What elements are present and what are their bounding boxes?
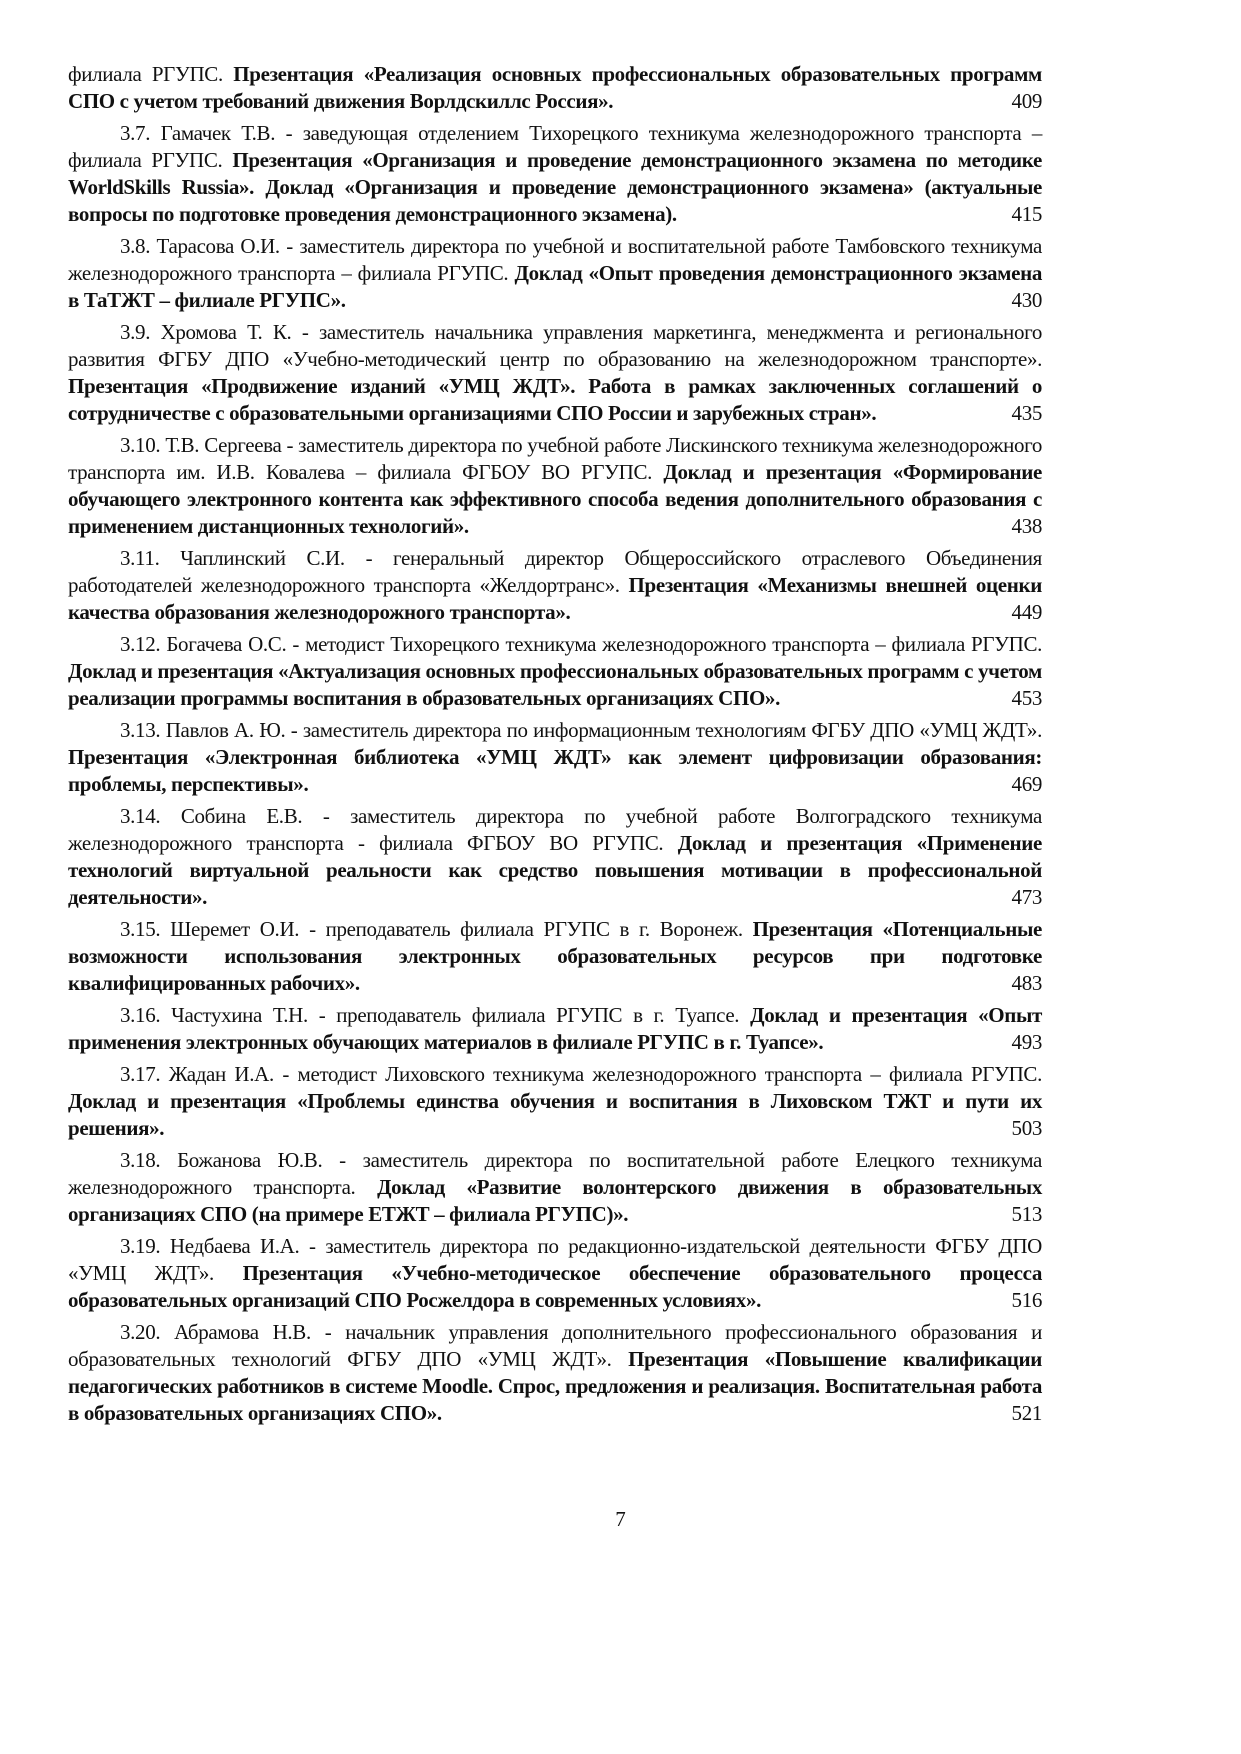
entry-page: 435 — [1004, 400, 1042, 427]
entry-title: Доклад «Развитие волонтерского движения в образовательных организациях СПО (на примере ЕТЖТ – филиала РГУПС)». — [68, 1175, 1043, 1226]
toc-entry — [68, 1002, 1042, 1056]
entry-author: Т.В. Сергеева - заместитель директора по учебной работе Лискинского техникума железнодорожного транспорта им. И.В. Ковалева – филиала ФГБОУ ВО РГУПС. — [68, 433, 1042, 484]
entry-title: Доклад и презентация «Применение технологий виртуальной реальности как средство повышения мотивации в профессиональной деятельности». — [68, 831, 1042, 909]
entry-title: Доклад и презентация «Формирование обучающего электронного контента как эффективного способа ведения дополнительного образования с применением дистанционных технологий». — [68, 460, 1042, 538]
entry-page: 483 — [1004, 970, 1042, 997]
entry-title: Доклад и презентация «Опыт применения электронных обучающих материалов в филиале РГУПС в г. Туапсе». — [68, 1003, 1042, 1054]
entry-title: Презентация «Повышение квалификации педагогических работников в системе Moodle. Спрос, предложения и реализация. Воспитательная работа в образовательных организациях СПО». — [68, 1347, 1042, 1425]
entry-page: 473 — [1004, 884, 1042, 911]
entry-page: 469 — [1004, 771, 1042, 798]
entry-title: Презентация «Реализация основных профессиональных образовательных программ СПО с учетом требований движения Ворлдскиллс Россия». — [68, 62, 1042, 113]
entry-author: Шеремет О.И. - преподаватель филиала РГУПС в г. Воронеж. — [160, 917, 753, 941]
toc-entry — [68, 1061, 1042, 1142]
entry-page: 453 — [1004, 685, 1042, 712]
entry-number: 3.20. — [120, 1320, 161, 1344]
table-of-contents — [68, 61, 1042, 1432]
page-number: 7 — [615, 1507, 626, 1531]
entry-title: Презентация «Организация и проведение демонстрационного экзамена по методике WorldSkills Russia». Доклад «Организация и проведение демонстрационного экзамена» (актуальные вопросы по подготовке проведения демонстрационного экзамена). — [68, 148, 1042, 226]
entry-number: 3.17. — [120, 1062, 161, 1086]
toc-entry — [68, 545, 1042, 626]
entry-page: 493 — [1004, 1029, 1042, 1056]
entry-author: Гамачек Т.В. - заведующая отделением Тихорецкого техникума железнодорожного транспорта – филиала РГУПС. — [68, 121, 1042, 172]
entry-number: 3.12. — [120, 632, 161, 656]
entry-author: Павлов А. Ю. - заместитель директора по информационным технологиям ФГБУ ДПО «УМЦ ЖДТ». — [160, 718, 1042, 742]
entry-number: 3.7. — [120, 121, 151, 145]
toc-entry — [68, 233, 1042, 314]
toc-entry — [68, 631, 1042, 712]
entry-title: Презентация «Электронная библиотека «УМЦ ЖДТ» как элемент цифровизации образования: проблемы, перспективы». — [68, 745, 1042, 796]
entry-number: 3.19. — [120, 1234, 161, 1258]
toc-entry — [68, 319, 1042, 427]
toc-entry — [68, 61, 1042, 115]
entry-title: Доклад «Опыт проведения демонстрационного экзамена в ТаТЖТ – филиале РГУПС». — [68, 261, 1043, 312]
toc-entry — [68, 1319, 1042, 1427]
entry-page: 438 — [1004, 513, 1042, 540]
entry-author: Недбаева И.А. - заместитель директора по редакционно-издательской деятельности ФГБУ ДПО «УМЦ ЖДТ». — [68, 1234, 1042, 1285]
entry-author: Божанова Ю.В. - заместитель директора по воспитательной работе Елецкого техникума железнодорожного транспорта. — [68, 1148, 1042, 1199]
entry-title: Презентация «Продвижение изданий «УМЦ ЖДТ». Работа в рамках заключенных соглашений о сотрудничестве с образовательными организациями СПО России и зарубежных стран». — [68, 374, 1042, 425]
entry-number: 3.13. — [120, 718, 161, 742]
entry-page: 430 — [1004, 287, 1042, 314]
entry-author: Абрамова Н.В. - начальник управления дополнительного профессионального образования и образовательных технологий ФГБУ ДПО «УМЦ ЖДТ». — [68, 1320, 1042, 1371]
entry-title: Презентация «Учебно-методическое обеспечение образовательного процесса образовательных организаций СПО Росжелдора в современных условиях». — [68, 1261, 1043, 1312]
entry-number: 3.18. — [120, 1148, 161, 1172]
entry-page: 415 — [1004, 201, 1042, 228]
entry-author: Хромова Т. К. - заместитель начальника управления маркетинга, менеджмента и регионального развития ФГБУ ДПО «Учебно-методический центр по образованию на железнодорожном транспорте». — [68, 320, 1042, 371]
toc-entry — [68, 1233, 1042, 1314]
entry-number: 3.11. — [120, 546, 160, 570]
toc-entry — [68, 1147, 1042, 1228]
entry-page: 449 — [1004, 599, 1042, 626]
toc-entry — [68, 803, 1042, 911]
entry-number: 3.10. — [120, 433, 161, 457]
entry-author: Собина Е.В. - заместитель директора по учебной работе Волгоградского техникума железнодорожного транспорта - филиала ФГБОУ ВО РГУПС. — [68, 804, 1042, 855]
entry-title: Презентация «Потенциальные возможности использования электронных образовательных ресурсов при подготовке квалифицированных рабочих». — [68, 917, 1042, 995]
entry-number: 3.16. — [120, 1003, 161, 1027]
entry-author: Жадан И.А. - методист Лиховского техникума железнодорожного транспорта – филиала РГУПС. — [160, 1062, 1042, 1086]
entry-number: 3.14. — [120, 804, 161, 828]
entry-page: 516 — [1004, 1287, 1042, 1314]
toc-entry — [68, 916, 1042, 997]
entry-title: Доклад и презентация «Актуализация основных профессиональных образовательных программ с учетом реализации программы воспитания в образовательных организациях СПО». — [68, 659, 1042, 710]
entry-number: 3.9. — [120, 320, 151, 344]
entry-title: Доклад и презентация «Проблемы единства обучения и воспитания в Лиховском ТЖТ и пути их решения». — [68, 1089, 1042, 1140]
toc-entry — [68, 120, 1042, 228]
toc-entry — [68, 717, 1042, 798]
entry-title: Презентация «Механизмы внешней оценки качества образования железнодорожного транспорта». — [68, 573, 1042, 624]
entry-number: 3.15. — [120, 917, 161, 941]
entry-page: 521 — [1004, 1400, 1042, 1427]
entry-page: 503 — [1004, 1115, 1042, 1142]
entry-number: 3.8. — [120, 234, 151, 258]
toc-entry — [68, 432, 1042, 540]
entry-author: Тарасова О.И. - заместитель директора по учебной и воспитательной работе Тамбовского техникума железнодорожного транспорта – филиала РГУПС. — [68, 234, 1042, 285]
entry-author: Частухина Т.Н. - преподаватель филиала РГУПС в г. Туапсе. — [160, 1003, 751, 1027]
entry-author: Богачева О.С. - методист Тихорецкого техникума железнодорожного транспорта – филиала РГУПС. — [160, 632, 1042, 656]
entry-author: филиала РГУПС. — [68, 62, 234, 86]
entry-page: 513 — [1004, 1201, 1042, 1228]
entry-author: Чаплинский С.И. - генеральный директор Общероссийского отраслевого Объединения работодателей железнодорожного транспорта «Желдортранс». — [68, 546, 1042, 597]
entry-page: 409 — [1004, 88, 1042, 115]
